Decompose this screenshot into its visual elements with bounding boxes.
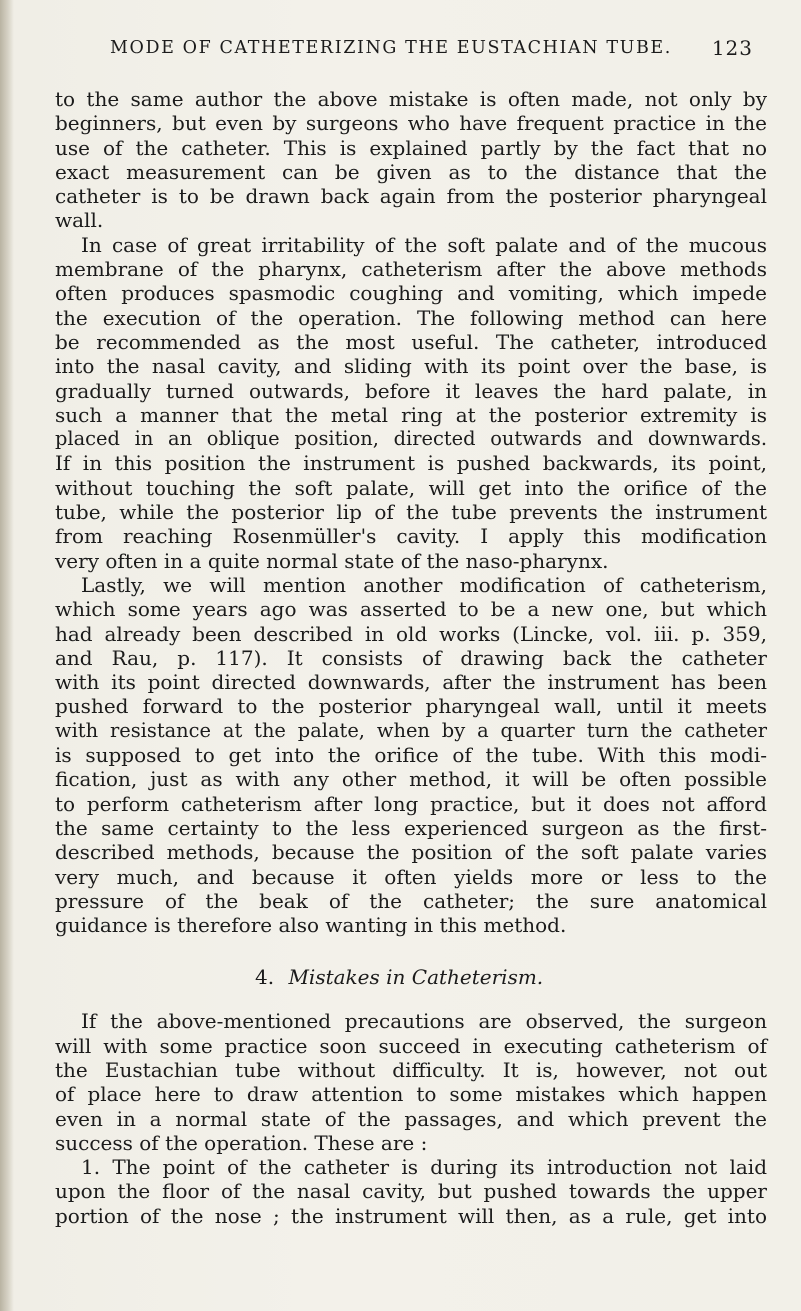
text-line: portion of the nose ; the instrument will then, as a rule, get into: [55, 1203, 767, 1228]
text-line: to the same author the above mistake is often made, not only by: [55, 87, 767, 111]
text-line: with resistance at the palate, when by a quarter turn the catheter: [55, 718, 767, 742]
text-line: often produces spasmodic coughing and vomiting, which impede: [55, 281, 767, 306]
text-line: exact measurement can be given as to the distance that the: [55, 159, 767, 184]
text-line: very much, and because it often yields more or less to the: [55, 864, 767, 889]
section-spacer: [55, 991, 767, 1009]
text-line: to perform catheterism after long practice, but it does not afford: [55, 791, 767, 816]
paragraph-3: [55, 573, 767, 937]
text-line: gradually turned outwards, before it leaves the hard palate, in: [55, 378, 767, 403]
page-number: 123: [711, 36, 753, 60]
section-number: 4.: [255, 965, 275, 990]
text-line: guidance is therefore also wanting in this method.: [55, 913, 567, 938]
body-text: [55, 87, 767, 1228]
text-line: tube, while the posterior lip of the tube prevents the instrument: [55, 500, 767, 525]
text-line: pushed forward to the posterior pharyngeal wall, until it meets: [55, 694, 767, 719]
text-line: will with some practice soon succeed in executing catheterism of: [55, 1033, 767, 1058]
text-line: membrane of the pharynx, catheterism after the above methods: [55, 257, 767, 282]
section-title: Mistakes in Catheterism.: [288, 965, 544, 990]
text-line: wall.: [55, 208, 104, 233]
text-line: from reaching Rosenmüller's cavity. I apply this modification: [55, 524, 767, 549]
text-line: the execution of the operation. The following method can here: [55, 305, 767, 330]
text-line: 1. The point of the catheter is during its introduction not laid: [81, 1155, 767, 1180]
text-line: beginners, but even by surgeons who have frequent practice in the: [55, 111, 767, 136]
text-line: the same certainty to the less experienced surgeon as the first-: [55, 815, 767, 840]
text-line: even in a normal state of the passages, and which prevent the: [55, 1106, 767, 1131]
text-line: be recommended as the most useful. The catheter, introduced: [55, 329, 767, 354]
text-line: described methods, because the position of the soft palate varies: [55, 840, 767, 865]
text-line: into the nasal cavity, and sliding with its point over the base, is: [55, 354, 767, 379]
paragraph-2: [55, 233, 767, 573]
text-line: of place here to draw attention to some mistakes which happen: [55, 1082, 767, 1107]
paragraph-5: [55, 1155, 767, 1228]
text-line: In case of great irritability of the soft palate and of the mucous: [81, 232, 767, 257]
text-line: such a manner that the metal ring at the posterior extremity is: [55, 402, 767, 427]
text-line: pressure of the beak of the catheter; the sure anatomical: [55, 888, 767, 913]
text-line: without touching the soft palate, will get into the orifice of the: [55, 475, 767, 500]
text-line: fication, just as with any other method, it will be often possible: [55, 767, 767, 792]
page-header: [0, 38, 801, 68]
text-line: upon the floor of the nasal cavity, but pushed towards the upper: [55, 1179, 767, 1204]
text-line: had already been described in old works (Lincke, vol. iii. p. 359,: [55, 621, 767, 646]
text-line: very often in a quite normal state of the naso-pharynx.: [55, 548, 609, 573]
text-line: placed in an oblique position, directed outwards and downwards.: [55, 427, 767, 451]
section-heading: [55, 963, 767, 991]
text-line: If the above-mentioned precautions are observed, the surgeon: [81, 1009, 767, 1034]
text-line: success of the operation. These are :: [55, 1130, 428, 1155]
text-line: is supposed to get into the orifice of the tube. With this modi-: [55, 743, 767, 768]
text-line: use of the catheter. This is explained partly by the fact that no: [55, 135, 767, 160]
text-line: the Eustachian tube without difficulty. It is, however, not out: [55, 1057, 767, 1082]
text-line: with its point directed downwards, after the instrument has been: [55, 670, 767, 695]
page-spine-shadow: [0, 0, 14, 1311]
running-title: MODE OF CATHETERIZING THE EUSTACHIAN TUBE.: [110, 38, 672, 58]
text-line: which some years ago was asserted to be a new one, but which: [55, 597, 767, 622]
text-line: If in this position the instrument is pushed backwards, its point,: [55, 451, 767, 476]
text-line: and Rau, p. 117). It consists of drawing back the catheter: [55, 645, 767, 670]
section-spacer: [55, 937, 767, 963]
text-line: catheter is to be drawn back again from the posterior pharyngeal: [55, 184, 767, 209]
paragraph-4: [55, 1009, 767, 1155]
text-line: Lastly, we will mention another modification of catheterism,: [81, 572, 767, 597]
paragraph-1: [55, 87, 767, 233]
